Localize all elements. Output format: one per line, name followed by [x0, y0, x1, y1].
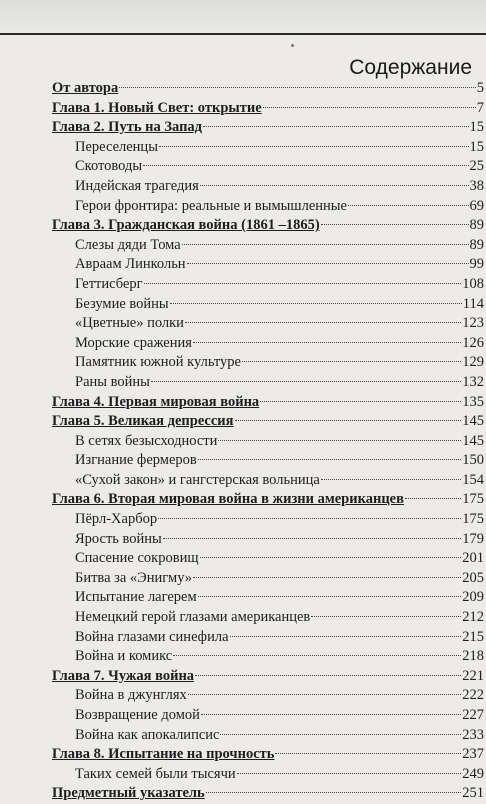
- dot-leader: [193, 577, 461, 578]
- dot-leader: [195, 675, 461, 676]
- toc-entry-title: Битва за «Энигму»: [75, 569, 193, 586]
- toc-entry-page-number: 227: [462, 707, 484, 723]
- dot-leader: [405, 498, 461, 499]
- dot-leader: [220, 734, 461, 735]
- toc-section-entry[interactable]: [52, 530, 484, 550]
- table-of-contents: [52, 79, 484, 804]
- dot-leader: [198, 459, 462, 460]
- toc-section-entry[interactable]: [52, 686, 484, 706]
- toc-section-entry[interactable]: [52, 628, 484, 648]
- toc-entry-title: В сетях безысходности: [75, 432, 218, 449]
- toc-entry-title: Спасение сокровищ: [75, 550, 199, 567]
- toc-entry-title: Герои фронтира: реальные и вымышленные: [75, 197, 347, 214]
- dot-leader: [143, 165, 468, 166]
- toc-entry-title: Глава 7. Чужая война: [52, 667, 195, 684]
- toc-entry-title: Индейская трагедия: [75, 177, 199, 194]
- toc-entry-title: Таких семей были тысячи: [75, 765, 236, 782]
- toc-entry-title: Пёрл-Харбор: [75, 511, 158, 528]
- toc-section-entry[interactable]: [52, 765, 484, 785]
- toc-entry-title: Война в джунглях: [75, 687, 187, 704]
- dot-leader: [235, 420, 462, 421]
- dot-leader: [218, 440, 461, 441]
- toc-entry-page-number: 38: [469, 177, 484, 194]
- dot-leader: [201, 714, 461, 715]
- toc-section-entry[interactable]: [52, 510, 484, 530]
- toc-chapter-entry[interactable]: [52, 667, 484, 687]
- print-speck: [291, 44, 294, 47]
- dot-leader: [182, 244, 469, 245]
- toc-section-entry[interactable]: [52, 726, 484, 746]
- dot-leader: [348, 205, 469, 206]
- toc-entry-page-number: 99: [469, 256, 484, 273]
- dot-leader: [263, 107, 476, 108]
- toc-chapter-entry[interactable]: [52, 784, 484, 804]
- toc-entry-title: Изгнание фермеров: [75, 452, 197, 469]
- toc-entry-page-number: 222: [462, 687, 484, 704]
- toc-entry-title: Раны войны: [75, 373, 150, 390]
- toc-entry-page-number: 154: [462, 471, 484, 488]
- toc-entry-title: Война как апокалипсис: [75, 726, 220, 743]
- toc-entry-title: Испытание лагерем: [75, 589, 197, 606]
- toc-section-entry[interactable]: [52, 569, 484, 589]
- toc-entry-page-number: 108: [462, 275, 484, 292]
- dot-leader: [275, 753, 461, 754]
- dot-leader: [200, 557, 462, 558]
- dot-leader: [188, 694, 462, 695]
- dot-leader: [170, 303, 462, 304]
- dot-leader: [163, 538, 461, 539]
- toc-entry-title: Безумие войны: [75, 295, 169, 312]
- toc-section-entry[interactable]: [52, 373, 484, 393]
- toc-entry-title: Глава 8. Испытание на прочность: [52, 746, 275, 763]
- dot-leader: [173, 655, 461, 656]
- toc-entry-title: Авраам Линкольн: [75, 256, 186, 273]
- top-rule: [0, 33, 486, 35]
- toc-chapter-entry[interactable]: [52, 490, 484, 510]
- toc-section-entry[interactable]: [52, 255, 484, 275]
- toc-section-entry[interactable]: [52, 432, 484, 452]
- toc-section-entry[interactable]: [52, 138, 484, 158]
- toc-entry-page-number: 249: [462, 765, 484, 782]
- toc-entry-page-number: 175: [462, 511, 484, 528]
- toc-section-entry[interactable]: [52, 647, 484, 667]
- toc-chapter-entry[interactable]: [52, 79, 484, 99]
- toc-entry-title: Война и комикс: [75, 648, 173, 665]
- toc-entry-page-number: 145: [462, 413, 484, 430]
- toc-entry-title: Глава 5. Великая депрессия: [52, 413, 234, 430]
- toc-section-entry[interactable]: [52, 177, 484, 197]
- toc-chapter-entry[interactable]: [52, 216, 484, 236]
- dot-leader: [203, 126, 468, 127]
- toc-entry-page-number: 221: [462, 667, 484, 684]
- toc-section-entry[interactable]: [52, 588, 484, 608]
- toc-entry-title: Глава 3. Гражданская война (1861 –1865): [52, 217, 320, 234]
- toc-entry-page-number: 179: [462, 530, 484, 547]
- dot-leader: [200, 185, 469, 186]
- toc-section-entry[interactable]: [52, 353, 484, 373]
- toc-chapter-entry[interactable]: [52, 412, 484, 432]
- toc-entry-page-number: 114: [462, 295, 484, 312]
- dot-leader: [321, 479, 461, 480]
- toc-section-entry[interactable]: [52, 334, 484, 354]
- dot-leader: [260, 401, 461, 402]
- toc-chapter-entry[interactable]: [52, 393, 484, 413]
- toc-entry-page-number: 135: [462, 393, 484, 410]
- toc-entry-title: Памятник южной культуре: [75, 354, 241, 371]
- toc-section-entry[interactable]: [52, 608, 484, 628]
- toc-entry-page-number: 209: [462, 589, 484, 606]
- toc-entry-page-number: 25: [469, 158, 484, 175]
- toc-entry-title: Глава 1. Новый Свет: открытие: [52, 99, 262, 116]
- toc-entry-title: Глава 6. Вторая мировая война в жизни американцев: [52, 491, 404, 508]
- dot-leader: [321, 224, 469, 225]
- toc-section-entry[interactable]: [52, 275, 484, 295]
- dot-leader: [187, 263, 469, 264]
- toc-entry-page-number: 15: [469, 119, 484, 136]
- dot-leader: [206, 792, 462, 793]
- toc-entry-title: Предметный указатель: [52, 785, 205, 802]
- toc-entry-page-number: 237: [462, 746, 484, 763]
- toc-chapter-entry[interactable]: [52, 118, 484, 138]
- toc-entry-page-number: 145: [462, 432, 484, 449]
- toc-entry-page-number: 150: [462, 452, 484, 469]
- dot-leader: [193, 342, 461, 343]
- toc-entry-page-number: 218: [462, 648, 484, 665]
- toc-entry-page-number: 126: [462, 334, 484, 351]
- dot-leader: [237, 773, 462, 774]
- toc-section-entry[interactable]: [52, 295, 484, 315]
- dot-leader: [242, 361, 461, 362]
- toc-entry-page-number: 233: [462, 726, 484, 743]
- toc-section-entry[interactable]: [52, 197, 484, 217]
- toc-entry-title: Переселенцы: [75, 138, 158, 155]
- toc-entry-title: «Сухой закон» и гангстерская вольница: [75, 471, 320, 488]
- toc-entry-title: Морские сражения: [75, 334, 192, 351]
- toc-section-entry[interactable]: [52, 451, 484, 471]
- toc-entry-title: Глава 2. Путь на Запад: [52, 119, 203, 136]
- dot-leader: [144, 283, 462, 284]
- dot-leader: [159, 146, 469, 147]
- toc-entry-page-number: 15: [469, 138, 484, 155]
- toc-entry-title: Слезы дяди Тома: [75, 236, 181, 253]
- dot-leader: [185, 322, 461, 323]
- toc-entry-title: Возвращение домой: [75, 707, 200, 723]
- page-top-shadow: [0, 0, 486, 34]
- toc-entry-title: Геттисберг: [75, 275, 143, 292]
- toc-section-entry[interactable]: [52, 549, 484, 569]
- dot-leader: [198, 596, 462, 597]
- dot-leader: [311, 616, 461, 617]
- toc-entry-title: Глава 4. Первая мировая война: [52, 393, 260, 410]
- toc-entry-page-number: 7: [476, 99, 484, 116]
- toc-entry-page-number: 205: [462, 569, 484, 586]
- toc-entry-page-number: 175: [462, 491, 484, 508]
- toc-section-entry[interactable]: [52, 236, 484, 256]
- toc-entry-page-number: 251: [462, 785, 484, 802]
- toc-entry-page-number: 129: [462, 354, 484, 371]
- toc-section-entry[interactable]: [52, 706, 484, 726]
- toc-entry-page-number: 212: [462, 609, 484, 626]
- toc-section-entry[interactable]: [52, 471, 484, 491]
- toc-entry-page-number: 69: [469, 197, 484, 214]
- toc-entry-title: От автора: [52, 80, 119, 96]
- toc-entry-page-number: 89: [469, 217, 484, 234]
- toc-entry-title: Война глазами синефила: [75, 628, 229, 645]
- toc-section-entry[interactable]: [52, 314, 484, 334]
- toc-entry-page-number: 89: [469, 236, 484, 253]
- dot-leader: [119, 87, 476, 88]
- page-title: Содержание: [349, 56, 472, 79]
- toc-entry-title: Скотоводы: [75, 158, 143, 175]
- toc-entry-title: «Цветные» полки: [75, 315, 184, 332]
- dot-leader: [230, 636, 462, 637]
- dot-leader: [158, 518, 461, 519]
- dot-leader: [151, 381, 461, 382]
- toc-entry-title: Ярость войны: [75, 530, 162, 547]
- toc-entry-page-number: 123: [462, 315, 484, 332]
- toc-entry-page-number: 132: [462, 373, 484, 390]
- toc-entry-page-number: 201: [462, 550, 484, 567]
- toc-entry-page-number: 5: [476, 80, 484, 96]
- toc-chapter-entry[interactable]: [52, 745, 484, 765]
- toc-entry-page-number: 215: [462, 628, 484, 645]
- toc-entry-title: Немецкий герой глазами американцев: [75, 609, 311, 626]
- toc-section-entry[interactable]: [52, 157, 484, 177]
- toc-chapter-entry[interactable]: [52, 99, 484, 119]
